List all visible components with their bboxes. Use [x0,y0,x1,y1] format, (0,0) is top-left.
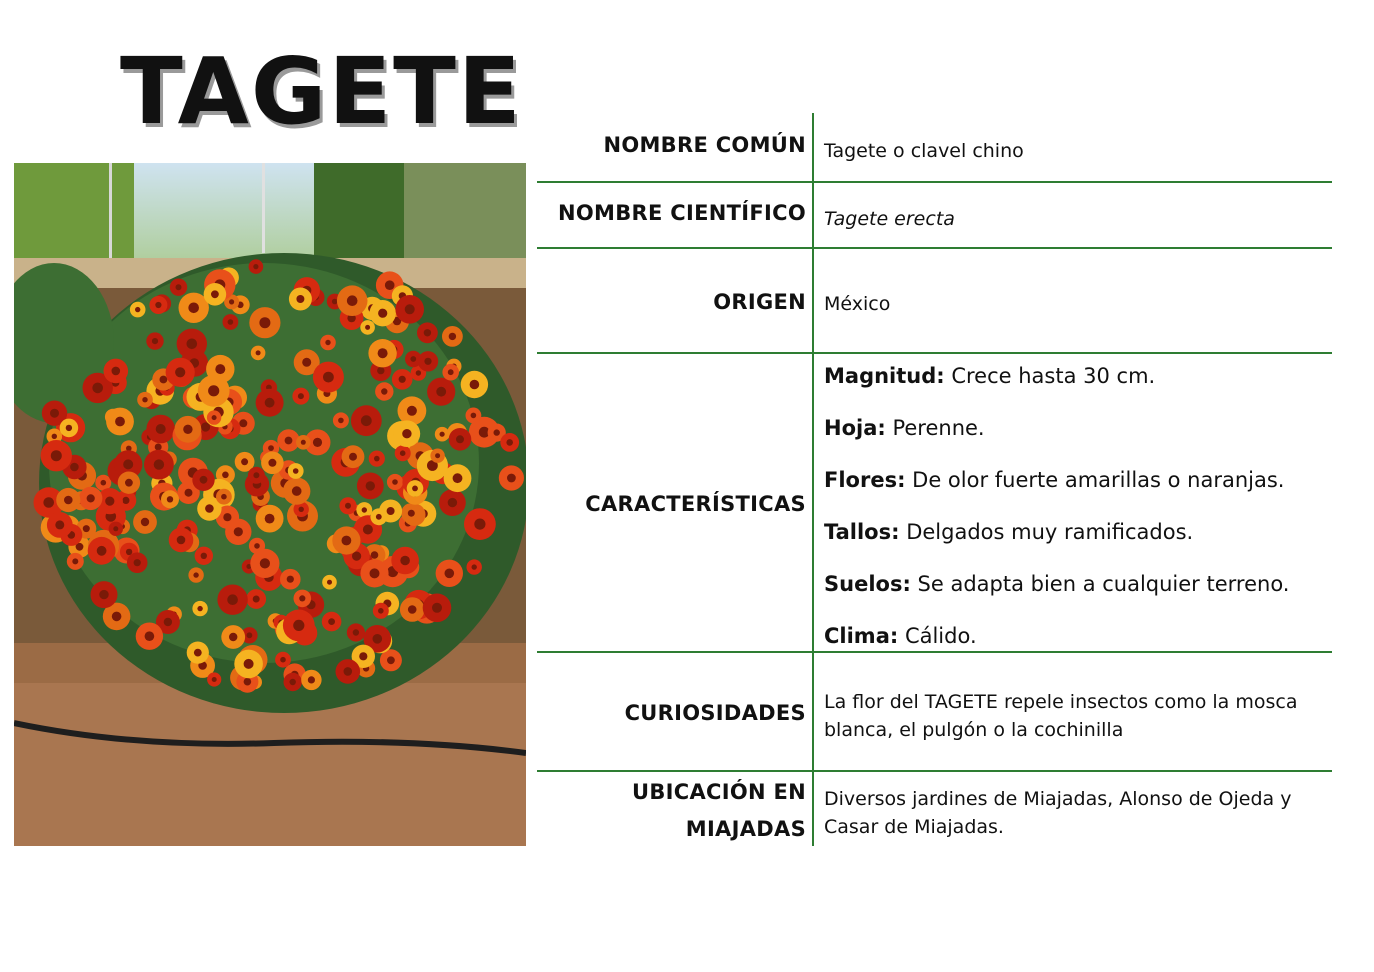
marigold-center [253,596,260,603]
marigold-center [432,603,442,613]
marigold-center [323,372,334,383]
marigold-center [197,606,202,611]
marigold-center [176,284,182,290]
char-hoja: Hoja: Perenne. [824,416,985,440]
marigold-center [308,676,315,683]
marigold-center [134,559,141,566]
marigold-center [92,383,103,394]
marigold-center [299,595,305,601]
marigold-center [155,444,162,451]
marigold-center [193,572,198,577]
marigold-center [345,503,351,509]
marigold-center [227,594,238,605]
marigold-center [135,307,140,312]
marigold-center [399,376,406,383]
row-divider [537,352,1332,354]
marigold-center [370,568,380,578]
label-origen: ORIGEN [713,290,806,314]
marigold-center [265,398,275,408]
marigold-center [402,429,411,438]
marigold-center [64,496,73,505]
marigold-center [83,525,90,532]
marigold-center [352,552,361,561]
marigold-center [387,656,395,664]
value-origen: México [824,293,891,315]
char-magnitud: Magnitud: Crece hasta 30 cm. [824,364,1156,388]
marigold-center [378,348,388,358]
label-ubicacion-line2: MIAJADAS [685,817,806,841]
marigold-center [72,558,78,564]
marigold-center [494,429,500,435]
row-divider [537,247,1332,249]
marigold-center [416,370,421,375]
marigold-center [244,678,252,686]
marigold-center [302,358,311,367]
value-ubicacion: Diversos jardines de Miajadas, Alonso de Ojeda y Casar de Miajadas. [824,788,1292,838]
marigold-center [313,438,322,447]
marigold-center [378,309,387,318]
marigold-center [221,494,227,500]
marigold-center [344,667,353,676]
marigold-center [156,424,166,434]
marigold-center [448,498,457,507]
marigold-center [200,476,208,484]
marigold-center [142,397,147,402]
marigold-center [299,507,304,512]
page-title: TAGETE [120,38,523,145]
marigold-center [405,304,415,314]
marigold-center [265,514,275,524]
marigold-center [141,518,149,526]
marigold-center [424,329,431,336]
marigold-center [222,472,229,479]
marigold-center [256,350,261,355]
marigold-center [145,631,155,641]
marigold-center [122,497,129,504]
marigold-center [387,507,395,515]
row-divider [537,651,1332,653]
marigold-center [51,450,62,461]
row-divider [537,770,1332,772]
label-nombre-cientifico: NOMBRE CIENTÍFICO [558,201,806,225]
marigold-center [424,358,431,365]
marigold-center [234,527,243,536]
marigold-center [70,463,79,472]
marigold-center [50,409,59,418]
marigold-center [298,393,304,399]
marigold-center [365,325,370,330]
marigold-center [400,556,410,566]
marigold-center [392,479,398,485]
marigold-center [160,376,168,384]
marigold-center [187,339,198,350]
marigold-center [293,620,304,631]
marigold-center [408,510,415,517]
marigold-center [285,437,293,445]
value-curiosidades: La flor del TAGETE repele insectos como la mosca blanca, el pulgón o la cochinilla [824,691,1298,741]
marigold-center [239,419,247,427]
marigold-center [105,497,114,506]
marigold-center [208,385,219,396]
marigold-center [290,679,296,685]
marigold-center [260,558,270,568]
marigold-center [223,513,231,521]
marigold-center [113,526,118,531]
marigold-center [280,657,286,663]
marigold-center [471,413,477,419]
marigold-photo [14,163,526,846]
marigold-center [205,504,214,513]
marigold-center [52,434,57,439]
marigold-center [241,458,248,465]
value-nombre-comun: Tagete o clavel chino [824,140,1024,162]
marigold-center [407,406,417,416]
marigold-center [112,367,121,376]
marigold-center [363,525,373,535]
marigold-center [194,649,202,657]
marigold-center [474,519,485,530]
marigold-center [253,264,258,269]
marigold-center [445,569,455,579]
marigold-center [301,440,306,445]
marigold-center [506,439,513,446]
marigold-center [359,652,367,660]
marigold-center [293,468,299,474]
marigold-center [167,496,173,502]
label-nombre-comun: NOMBRE COMÚN [603,133,806,157]
column-divider [812,113,814,846]
marigold-center [115,417,125,427]
marigold-center [164,618,172,626]
marigold-center [435,453,440,458]
marigold-center [101,480,107,486]
marigold-center [175,367,185,377]
marigold-center [87,494,95,502]
label-ubicacion-line1: UBICACIÓN EN [631,780,806,804]
row-divider [537,181,1332,183]
marigold-center [338,418,344,424]
marigold-center [268,459,276,467]
marigold-center [185,489,193,497]
marigold-center [440,432,445,437]
marigold-center [472,564,477,569]
marigold-center [112,612,122,622]
char-tallos: Tallos: Delgados muy ramificados. [824,520,1194,544]
marigold-center [410,356,416,362]
marigold-center [377,367,384,374]
marigold-center [212,677,217,682]
marigold-center [456,435,464,443]
marigold-center [378,608,384,614]
marigold-center [353,629,359,635]
marigold-center [183,425,192,434]
marigold-center [254,543,260,549]
marigold-center [296,295,304,303]
marigold-center [400,450,406,456]
marigold-center [229,299,234,304]
marigold-center [448,369,454,375]
label-caracteristicas: CARACTERÍSTICAS [585,492,806,516]
marigold-center [66,425,72,431]
marigold-center [325,340,330,345]
marigold-center [155,302,161,308]
marigold-center [177,536,186,545]
marigold-center [123,459,133,469]
marigold-center [470,380,480,390]
marigold-center [125,479,133,487]
value-nombre-cientifico: Tagete erecta [824,208,955,230]
marigold-center [349,453,357,461]
marigold-center [292,486,302,496]
marigold-center [436,387,446,397]
marigold-center [229,633,237,641]
marigold-center [244,659,254,669]
marigold-center [327,580,332,585]
marigold-center [126,549,132,555]
marigold-center [374,456,380,462]
marigold-center [212,415,217,420]
marigold-center [507,474,516,483]
marigold-center [412,486,418,492]
marigold-center [55,520,64,529]
marigold-center [188,303,199,314]
marigold-center [366,481,375,490]
marigold-center [253,472,259,478]
marigold-center [385,280,395,290]
marigold-center [97,546,107,556]
marigold-center [453,473,463,483]
marigold-center [201,553,207,559]
marigold-center [449,333,456,340]
label-curiosidades: CURIOSIDADES [624,701,806,725]
marigold-center [43,497,54,508]
marigold-center [408,605,417,614]
marigold-center [361,415,372,426]
char-suelos: Suelos: Se adapta bien a cualquier terreno. [824,572,1290,596]
marigold-center [247,632,253,638]
marigold-center [347,295,358,306]
marigold-center [215,364,225,374]
char-clima: Clima: Cálido. [824,624,977,648]
marigold-center [342,536,352,546]
marigold-center [332,299,338,305]
marigold-center [259,317,270,328]
marigold-center [211,290,219,298]
marigold-center [381,388,387,394]
marigold-center [154,459,164,469]
marigold-center [228,319,234,325]
marigold-center [376,514,382,520]
char-flores: Flores: De olor fuerte amarillas o naranjas. [824,468,1285,492]
marigold-center [268,445,274,451]
marigold-center [152,338,158,344]
marigold-center [362,507,367,512]
marigold-center [287,576,294,583]
marigold-center [99,590,108,599]
marigold-center [373,634,383,644]
marigold-center [328,618,335,625]
